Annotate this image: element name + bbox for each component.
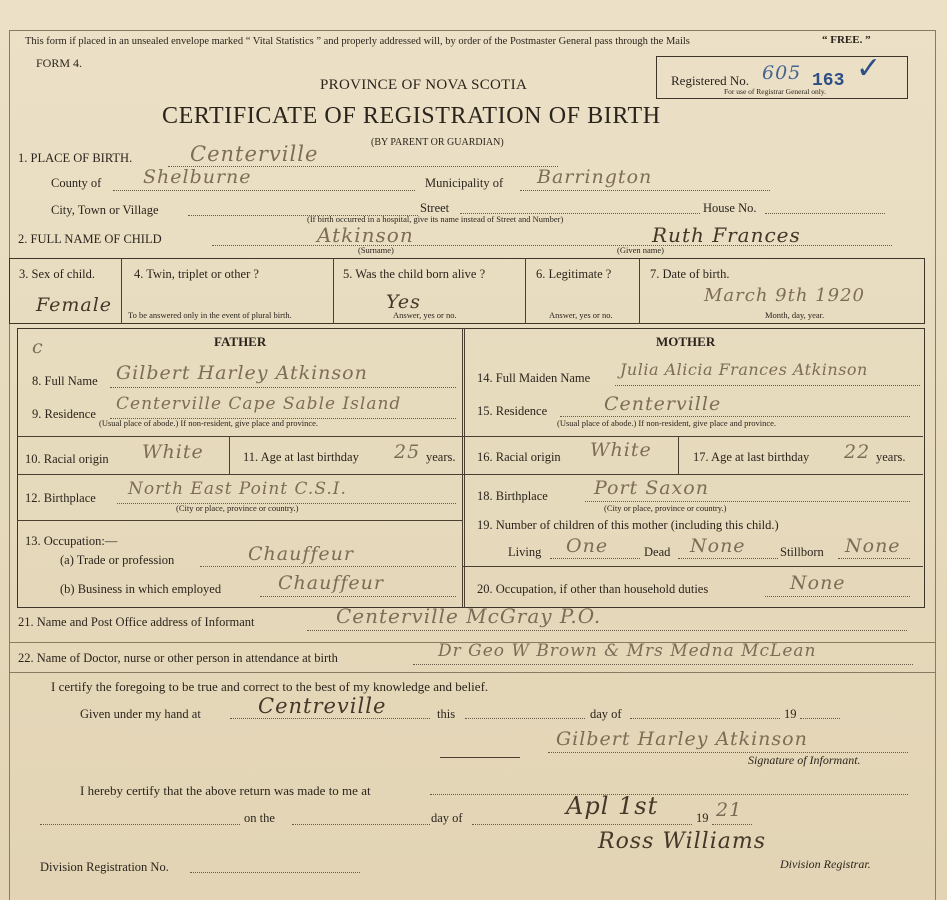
- date-note: Month, day, year.: [765, 310, 825, 320]
- mother-race: White: [590, 439, 652, 461]
- mother-birthplace-label: 18. Birthplace: [477, 489, 548, 503]
- registrar-note: For use of Registrar General only.: [724, 87, 826, 96]
- municipality-value: Barrington: [537, 166, 653, 188]
- registrar-date: Apl 1st: [566, 792, 659, 820]
- given-this-label: this: [437, 707, 456, 721]
- registrar-year: 21: [716, 799, 743, 821]
- child-surname: Atkinson: [317, 223, 414, 247]
- place-value: Centerville: [190, 142, 319, 166]
- stillborn-label: Stillborn: [780, 545, 824, 559]
- given-year-label: 19: [784, 707, 797, 721]
- informant-value: Centerville McGray P.O.: [336, 604, 602, 628]
- county-label: County of: [51, 176, 102, 190]
- child-name-label: 2. FULL NAME OF CHILD: [18, 232, 162, 246]
- informant-signature-label: Signature of Informant.: [748, 753, 861, 767]
- given-day-label: day of: [590, 707, 622, 721]
- father-residence: Centerville Cape Sable Island: [116, 394, 402, 414]
- registrar-on-label: on the: [244, 811, 275, 825]
- date-label: 7. Date of birth.: [650, 267, 730, 281]
- father-margin-mark: c: [32, 336, 44, 358]
- given-name-note: (Given name): [617, 245, 664, 255]
- registered-number-stamp: 163: [812, 71, 845, 91]
- mother-birthplace-note: (City or place, province or country.): [604, 503, 727, 513]
- business-value: Chauffeur: [278, 572, 384, 594]
- father-heading: FATHER: [214, 334, 267, 349]
- hospital-note: (If birth occurred in a hospital, give its name instead of Street and Number): [307, 214, 564, 224]
- father-age: 25: [394, 441, 421, 463]
- mother-occupation-label: 20. Occupation, if other than household duties: [477, 582, 709, 596]
- registrar-signature: Ross Williams: [598, 829, 767, 854]
- informant-label: 21. Name and Post Office address of Informant: [18, 615, 255, 629]
- city-label: City, Town or Village: [51, 203, 159, 217]
- mother-residence-note: (Usual place of abode.) If non-resident, give place and province.: [557, 418, 777, 428]
- check-mark: ✓: [856, 52, 882, 85]
- father-residence-note: (Usual place of abode.) If non-resident, give place and province.: [99, 418, 319, 428]
- living-value: One: [566, 535, 609, 557]
- father-birthplace-note: (City or place, province or country.): [176, 503, 299, 513]
- dead-value: None: [690, 535, 746, 557]
- given-label: Given under my hand at: [80, 707, 201, 721]
- father-birthplace-label: 12. Birthplace: [25, 491, 96, 505]
- division-registrar-label: Division Registrar.: [780, 857, 871, 871]
- doctor-label: 22. Name of Doctor, nurse or other person in attendance at birth: [18, 651, 338, 665]
- province-heading: PROVINCE OF NOVA SCOTIA: [320, 77, 528, 93]
- mother-years: years.: [876, 450, 906, 464]
- registrar-year-label: 19: [696, 811, 709, 825]
- doctor-value: Dr Geo W Brown & Mrs Medna McLean: [438, 641, 817, 661]
- twin-label: 4. Twin, triplet or other ?: [134, 267, 259, 281]
- legitimate-note: Answer, yes or no.: [549, 310, 613, 320]
- certificate-title: CERTIFICATE OF REGISTRATION OF BIRTH: [162, 103, 661, 129]
- father-name: Gilbert Harley Atkinson: [116, 362, 368, 384]
- county-value: Shelburne: [143, 166, 252, 188]
- registered-number-handwritten: 605: [762, 62, 802, 84]
- mother-name-label: 14. Full Maiden Name: [477, 371, 591, 385]
- child-given-name: Ruth Frances: [652, 223, 801, 247]
- trade-label: (a) Trade or profession: [60, 553, 175, 567]
- father-age-label: 11. Age at last birthday: [243, 450, 359, 464]
- birth-date: March 9th 1920: [704, 285, 865, 306]
- children-count-label: 19. Number of children of this mother (including this child.): [477, 518, 779, 532]
- postal-free: “ FREE. ”: [822, 34, 871, 46]
- twin-note: To be answered only in the event of plural birth.: [128, 310, 292, 320]
- registrar-day-label: day of: [431, 811, 463, 825]
- father-name-label: 8. Full Name: [32, 374, 98, 388]
- street-label: Street: [420, 201, 450, 215]
- place-label: 1. PLACE OF BIRTH.: [18, 151, 133, 165]
- father-occupation-label: 13. Occupation:—: [25, 534, 118, 548]
- certify-text: I certify the foregoing to be true and correct to the best of my knowledge and belief.: [51, 679, 489, 694]
- certificate-subtitle: (BY PARENT OR GUARDIAN): [371, 137, 504, 148]
- father-race: White: [142, 441, 204, 463]
- municipality-label: Municipality of: [425, 176, 504, 190]
- mother-race-label: 16. Racial origin: [477, 450, 561, 464]
- mother-heading: MOTHER: [656, 334, 716, 349]
- mother-age-label: 17. Age at last birthday: [693, 450, 810, 464]
- surname-note: (Surname): [358, 245, 394, 255]
- informant-signature: Gilbert Harley Atkinson: [556, 728, 808, 750]
- dead-label: Dead: [644, 545, 671, 559]
- alive-value: Yes: [386, 291, 421, 313]
- house-label: House No.: [703, 201, 757, 215]
- alive-label: 5. Was the child born alive ?: [343, 267, 486, 281]
- father-race-label: 10. Racial origin: [25, 452, 109, 466]
- form-number: FORM 4.: [36, 56, 83, 70]
- legitimate-label: 6. Legitimate ?: [536, 267, 612, 281]
- sex-label: 3. Sex of child.: [19, 267, 96, 281]
- father-birthplace: North East Point C.S.I.: [128, 479, 347, 499]
- given-place: Centreville: [258, 694, 387, 718]
- father-residence-label: 9. Residence: [32, 407, 96, 421]
- mother-name: Julia Alicia Frances Atkinson: [620, 360, 868, 379]
- division-registration-label: Division Registration No.: [40, 860, 169, 874]
- mother-residence-label: 15. Residence: [477, 404, 548, 418]
- mother-birthplace: Port Saxon: [594, 477, 709, 499]
- trade-value: Chauffeur: [248, 543, 354, 565]
- postal-note: This form if placed in an unsealed envelope marked “ Vital Statistics ” and properly addressed will, by order of the Postmaster General pass through the Mails: [25, 36, 690, 47]
- alive-note: Answer, yes or no.: [393, 310, 457, 320]
- mother-age: 22: [844, 441, 871, 463]
- sex-value: Female: [36, 294, 113, 316]
- stillborn-value: None: [845, 535, 901, 557]
- father-years: years.: [426, 450, 456, 464]
- registrar-certify-text: I hereby certify that the above return was made to me at: [80, 783, 371, 798]
- business-label: (b) Business in which employed: [60, 582, 222, 596]
- registered-label: Registered No.: [671, 73, 749, 88]
- mother-residence: Centerville: [604, 393, 722, 415]
- mother-occupation: None: [790, 572, 846, 594]
- living-label: Living: [508, 545, 542, 559]
